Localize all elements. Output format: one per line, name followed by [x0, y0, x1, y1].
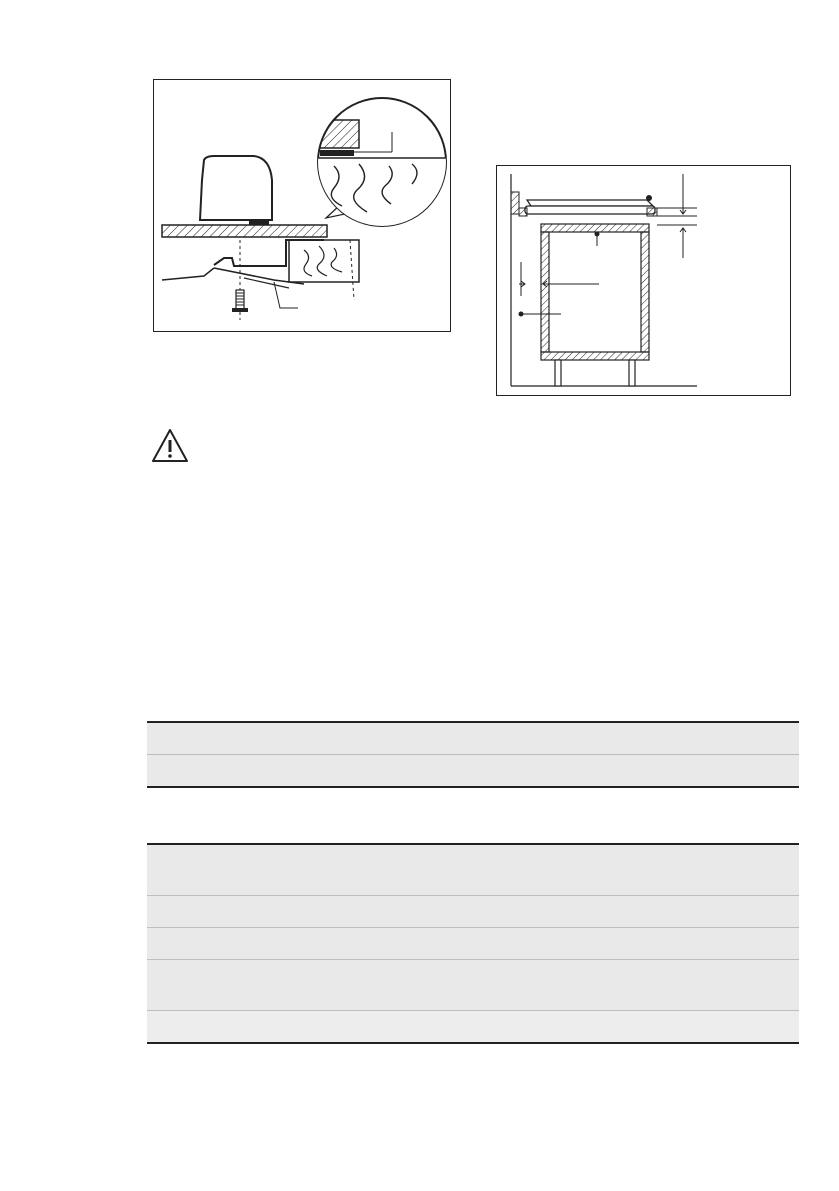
table-cell [147, 896, 799, 928]
table-cell [147, 960, 799, 1011]
table-row [147, 1011, 799, 1044]
table-row [147, 896, 799, 928]
table-row [147, 960, 799, 1011]
table-row [147, 755, 799, 788]
table-row [147, 722, 799, 755]
table-cell [147, 1011, 799, 1044]
specification-table-1 [147, 721, 799, 788]
cabinet-clearance-drawing [497, 166, 790, 395]
warning-icon [150, 427, 190, 465]
bracket-installation-drawing [154, 80, 450, 331]
specification-table-2 [147, 843, 799, 1044]
cabinet-clearance-figure [496, 165, 791, 396]
table-cell [147, 722, 799, 755]
bracket-installation-figure [153, 79, 451, 332]
table-row [147, 844, 799, 896]
table-cell [147, 928, 799, 960]
table-cell [147, 755, 799, 788]
warning-triangle-icon [150, 427, 190, 465]
table-row [147, 928, 799, 960]
table-cell [147, 844, 799, 896]
